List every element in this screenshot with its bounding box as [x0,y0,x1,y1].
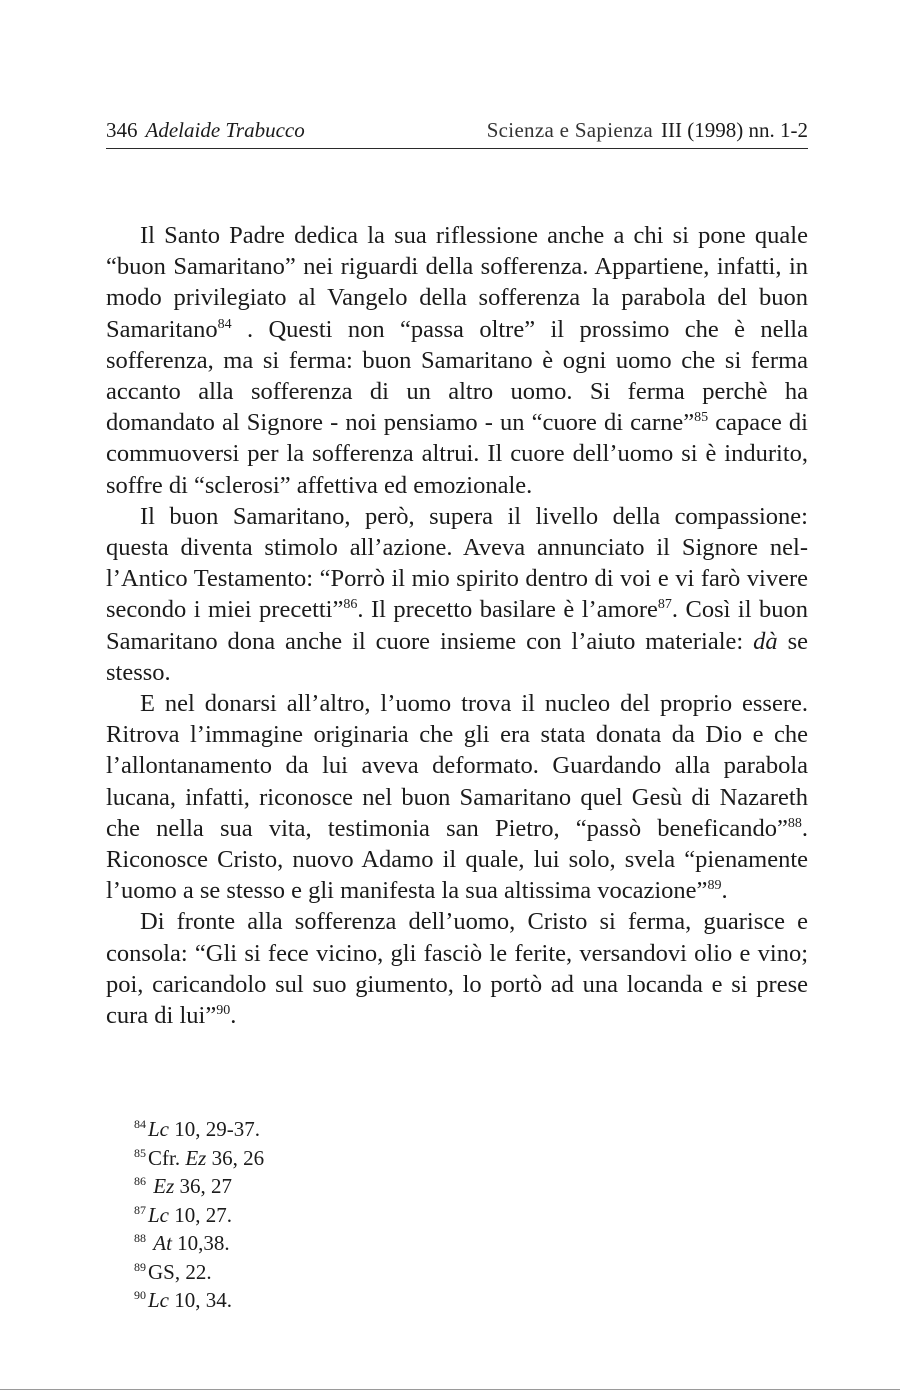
text-run: E nel donarsi all’altro, l’uomo trova il nucleo del proprio essere. Ritrova l’immagine originaria che gli era stata donata da Dio e che l’allontanamento da lui aveva deformato. Guardando alla parabola lucana, infatti, riconosce nel buon Samaritano quel Gesù di Nazareth che nella sua vita, testimonia san Pietro, “passò beneficando” [106,690,808,842]
footnote-ref: 84 [217,316,232,332]
author-name: Adelaide Trabucco [145,118,305,142]
footnote-prefix: GS, 22. [148,1259,212,1284]
footnote-source: Ez [153,1174,175,1198]
page-number: 346 [106,118,138,142]
footnote-citation: 10, 29-37. [169,1117,260,1141]
italic-text: dà [753,627,778,655]
footnote-citation: 10, 34. [169,1288,232,1312]
footnote-citation: 10,38. [171,1231,230,1255]
journal-title: Scienza e Sapienza [486,118,654,142]
paragraph-1 [106,220,808,501]
text-run: capace di commuoversi per la sofferenza altrui. Il cuore dell’uomo si è indurito, soffre di “sclerosi” affettiva ed emozionale. [106,409,808,499]
footnote-citation: 36, 26 [206,1145,265,1170]
text-run: Il buon Samaritano, però, supera il livello della compassione: questa diventa stimolo all’azione. Aveva annunciato il Signore nell’Antico Testamento: “Porrò il mio spirito dentro di voi e vi farò vivere secondo i miei precetti” [106,502,808,624]
header-left [106,116,305,144]
text-run: Il Santo Padre dedica la sua riflessione anche a chi si pone quale “buon Samaritano” nei riguardi della sofferenza. Appartiene, infatti, in modo privilegiato al Vangelo della sofferenza la parabola del buon Samaritano [106,222,808,343]
paragraph-4 [106,906,808,1031]
footnote-84 [134,1115,264,1144]
body-text [106,220,808,1031]
text-run: . Riconosce Cristo, nuovo Adamo il quale, lui solo, svela “pienamente l’uomo a se stesso e gli manifesta la sua altissima vocazione” [106,814,808,905]
footnote-89 [134,1258,264,1287]
footnote-ref: 85 [694,410,709,426]
footnote-number: 89 [134,1259,146,1274]
footnote-85 [134,1144,264,1173]
footnote-number: 84 [134,1117,146,1131]
footnote-source: Lc [148,1117,169,1141]
text-run: . [230,1002,237,1030]
footnote-number: 90 [134,1288,146,1302]
footnote-88 [134,1229,264,1258]
header-right [487,116,808,144]
footnote-number: 85 [134,1145,146,1160]
footnotes [134,1115,264,1315]
text-run: . Questi non “passa oltre” il prossimo che è nella sofferenza, ma si ferma: buon Samaritano è ogni uomo che si ferma accanto alla sofferenza di un altro uomo. Si ferma perchè ha domandato al Signore - noi pensiamo - un “cuore di carne” [106,315,808,437]
scan-edge-line [0,1389,900,1390]
text-run: . Il precetto basilare è l’amore [357,596,658,624]
footnote-ref: 90 [216,1003,231,1019]
footnote-ref: 86 [343,597,358,613]
text-run: Di fronte alla sofferenza dell’uomo, Cristo si ferma, guarisce e consola: “Gli si fece vicino, gli fasciò le ferite, versandovi olio e vino; poi, caricandolo sul suo giumento, lo portò ad una locanda e si prese cura di lui” [106,908,808,1030]
footnote-prefix: Cfr. [148,1145,186,1170]
journal-volume: III (1998) nn. 1-2 [661,118,808,142]
header-rule [106,148,808,149]
text-run: . [721,877,728,905]
footnote-number: 87 [134,1202,146,1217]
running-header [106,116,808,148]
footnote-87 [134,1201,264,1230]
text-run: . Così il buon Samaritano dona anche il cuore insieme con l’aiuto materiale: [106,596,808,655]
footnote-number: 86 [134,1174,146,1188]
footnote-86 [134,1172,264,1201]
paragraph-2 [106,501,808,688]
paragraph-3 [106,688,808,906]
text-run: se stesso. [106,627,808,686]
footnote-number: 88 [134,1231,146,1245]
footnote-source: Ez [185,1145,207,1170]
footnote-ref: 88 [787,815,802,831]
footnote-ref: 89 [707,878,722,894]
footnote-ref: 87 [657,597,672,613]
footnote-citation: 10, 27. [169,1202,232,1227]
footnote-source: Lc [148,1288,169,1312]
footnote-source: At [153,1231,172,1255]
footnote-source: Lc [148,1202,169,1227]
footnote-citation: 36, 27 [174,1174,232,1198]
footnote-90 [134,1286,264,1315]
